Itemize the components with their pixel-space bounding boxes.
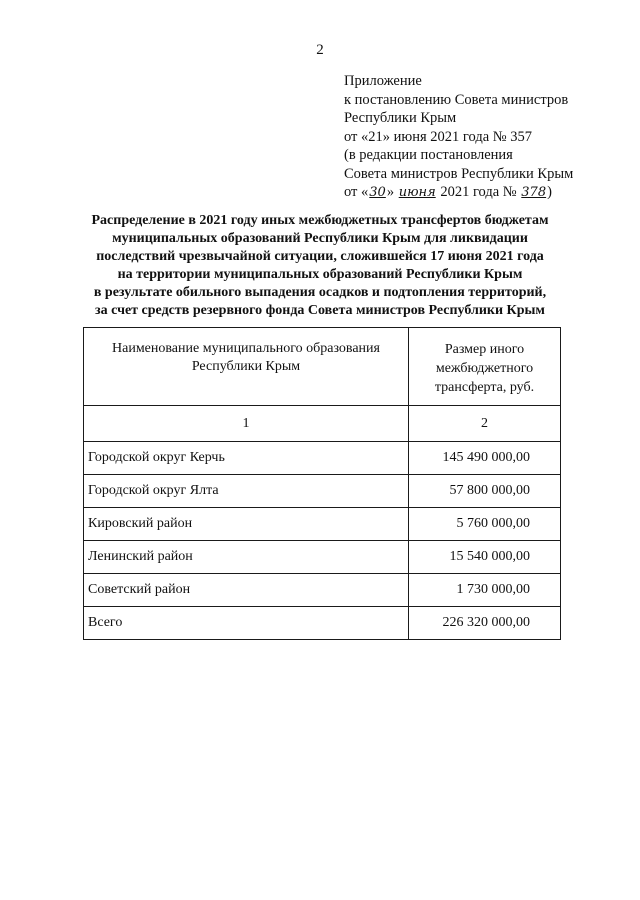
column-header-municipality-line1: Наименование муниципального образования xyxy=(112,341,380,356)
transfer-amount: 1 730 000,00 xyxy=(409,574,561,607)
column-number-1: 1 xyxy=(84,406,409,442)
municipality-name: Ленинский район xyxy=(84,541,409,574)
appendix-decree-line: к постановлению Совета министров xyxy=(344,91,569,108)
total-amount: 226 320 000,00 xyxy=(409,607,561,640)
column-header-municipality-line2: Республики Крым xyxy=(191,359,301,374)
column-header-amount-line2: межбюджетного xyxy=(435,361,534,376)
transfer-amount: 57 800 000,00 xyxy=(409,475,561,508)
page-number: 2 xyxy=(316,42,324,58)
table-row xyxy=(84,574,561,607)
column-header-amount-line1: Размер иного xyxy=(444,342,525,357)
transfer-amount: 145 490 000,00 xyxy=(409,442,561,475)
municipality-name: Кировский район xyxy=(84,508,409,541)
revision-date-prefix: от « xyxy=(344,184,369,200)
handwritten-number: 378 xyxy=(521,185,547,200)
table-row xyxy=(84,508,561,541)
title-line-1: Распределение в 2021 году иных межбюджетных трансфертов бюджетам xyxy=(91,213,549,228)
title-line-3: последствий чрезвычайной ситуации, сложившейся 17 июня 2021 года xyxy=(96,249,544,264)
table-header-row xyxy=(84,328,561,406)
document-title xyxy=(30,212,610,320)
appendix-date-line: от «21» июня 2021 года № 357 xyxy=(344,128,532,145)
table-row xyxy=(84,541,561,574)
title-line-5: в результате обильного выпадения осадков и подтопления территорий, xyxy=(93,285,547,300)
handwritten-day: 30 xyxy=(369,185,386,200)
table-row xyxy=(84,475,561,508)
column-header-amount xyxy=(409,328,561,406)
revision-year-text: 2021 года № xyxy=(436,184,521,200)
table-row xyxy=(84,442,561,475)
appendix-heading: Приложение xyxy=(344,73,422,89)
column-number-2: 2 xyxy=(409,406,561,442)
column-number-row xyxy=(84,406,561,442)
column-header-municipality xyxy=(84,328,409,406)
title-line-6: за счет средств резервного фонда Совета министров Республики Крым xyxy=(95,303,545,318)
appendix-revision-date-line xyxy=(344,183,573,203)
column-header-amount-line3: трансферта, руб. xyxy=(434,380,535,395)
total-label: Всего xyxy=(84,607,409,640)
appendix-republic-line: Республики Крым xyxy=(344,110,457,126)
title-line-2: муниципальных образований Республики Крым для ликвидации xyxy=(112,231,528,246)
appendix-block xyxy=(344,72,573,203)
handwritten-month: июня xyxy=(398,185,436,200)
transfer-amount: 5 760 000,00 xyxy=(409,508,561,541)
revision-date-suffix: ) xyxy=(547,184,552,200)
municipality-name: Советский район xyxy=(84,574,409,607)
municipality-name: Городской округ Ялта xyxy=(84,475,409,508)
appendix-revision-line: (в редакции постановления xyxy=(344,147,513,163)
transfer-amount: 15 540 000,00 xyxy=(409,541,561,574)
transfers-table xyxy=(83,327,561,640)
title-line-4: на территории муниципальных образований Республики Крым xyxy=(117,267,523,282)
appendix-council-line: Совета министров Республики Крым xyxy=(344,165,574,182)
revision-date-mid: » xyxy=(386,184,398,200)
total-row xyxy=(84,607,561,640)
municipality-name: Городской округ Керчь xyxy=(84,442,409,475)
